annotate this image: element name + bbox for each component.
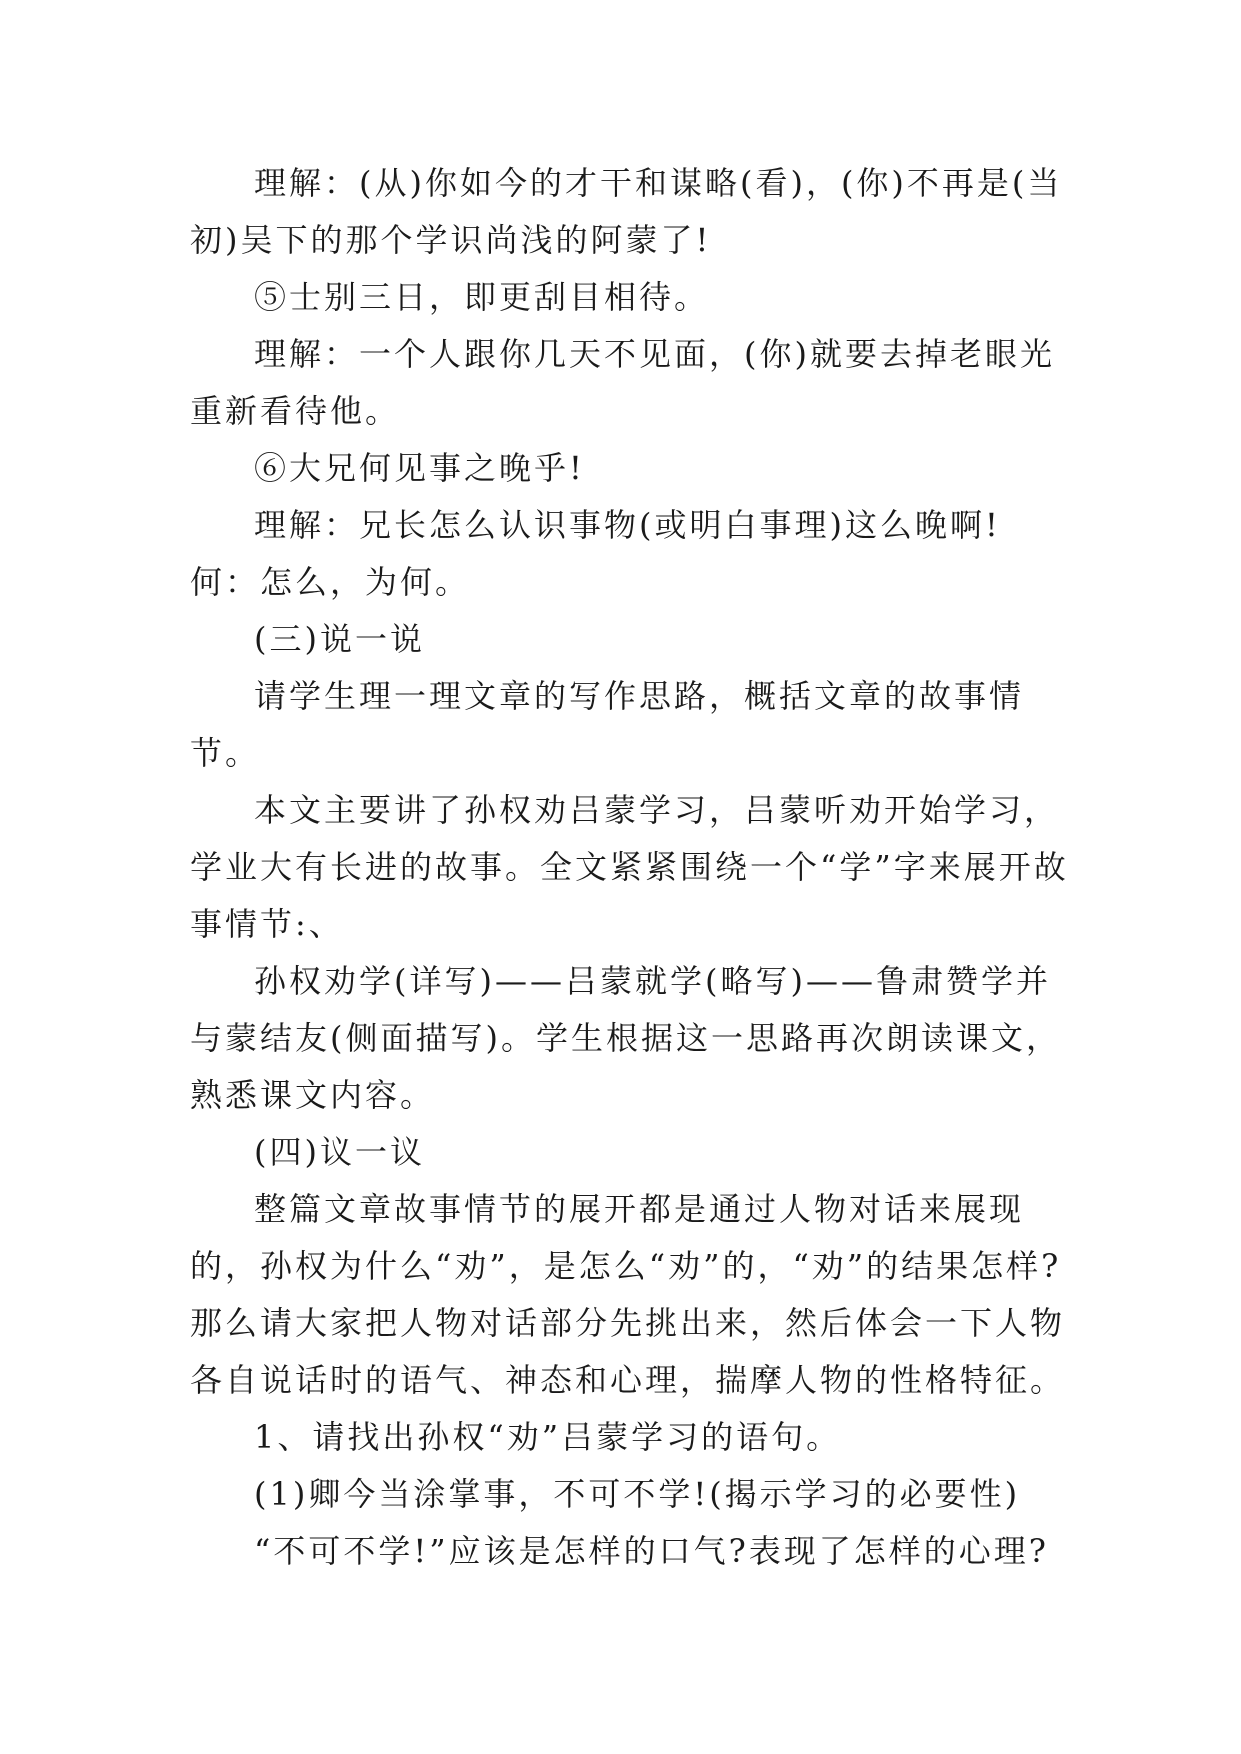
paragraph-interpretation-6: 理解：兄长怎么认识事物(或明白事理)这么晚啊!何：怎么，为何。 bbox=[190, 506, 1001, 601]
paragraph-interpretation-4: 理解：(从)你如今的才干和谋略(看)，(你)不再是(当初)吴下的那个学识尚浅的阿蒙了! bbox=[190, 164, 1063, 259]
paragraph-sentence-5: ⑤士别三日，即更刮目相待。 bbox=[254, 278, 710, 316]
paragraph-discussion: 整篇文章故事情节的展开都是通过人物对话来展现的，孙权为什么“劝”，是怎么“劝”的，“劝”的结果怎样?那么请大家把人物对话部分先挑出来，然后体会一下人物各自说话时的语气、神态和心理，揣摩人物的性格特征。 bbox=[190, 1190, 1066, 1399]
section-heading-3: (三)说一说 bbox=[254, 620, 425, 658]
paragraph-task-1: 1、请找出孙权“劝”吕蒙学习的语句。 bbox=[254, 1418, 842, 1456]
paragraph-instruction: 请学生理一理文章的写作思路，概括文章的故事情节。 bbox=[190, 677, 1025, 772]
paragraph-quote-1: (1)卿今当涂掌事，不可不学!(揭示学习的必要性) bbox=[254, 1475, 1021, 1513]
paragraph-interpretation-5: 理解：一个人跟你几天不见面，(你)就要去掉老眼光重新看待他。 bbox=[190, 335, 1055, 430]
paragraph-question: “不可不学!”应该是怎样的口气?表现了怎样的心理? bbox=[254, 1532, 1049, 1570]
section-heading-4: (四)议一议 bbox=[254, 1133, 425, 1171]
document-body bbox=[190, 155, 1070, 1580]
paragraph-sentence-6: ⑥大兄何见事之晚乎! bbox=[254, 449, 585, 487]
paragraph-summary: 本文主要讲了孙权劝吕蒙学习，吕蒙听劝开始学习，学业大有长进的故事。全文紧紧围绕一个“学”字来展开故事情节:、 bbox=[190, 791, 1069, 943]
paragraph-structure: 孙权劝学(详写)——吕蒙就学(略写)——鲁肃赞学并与蒙结友(侧面描写)。学生根据这一思路再次朗读课文，熟悉课文内容。 bbox=[190, 962, 1061, 1114]
